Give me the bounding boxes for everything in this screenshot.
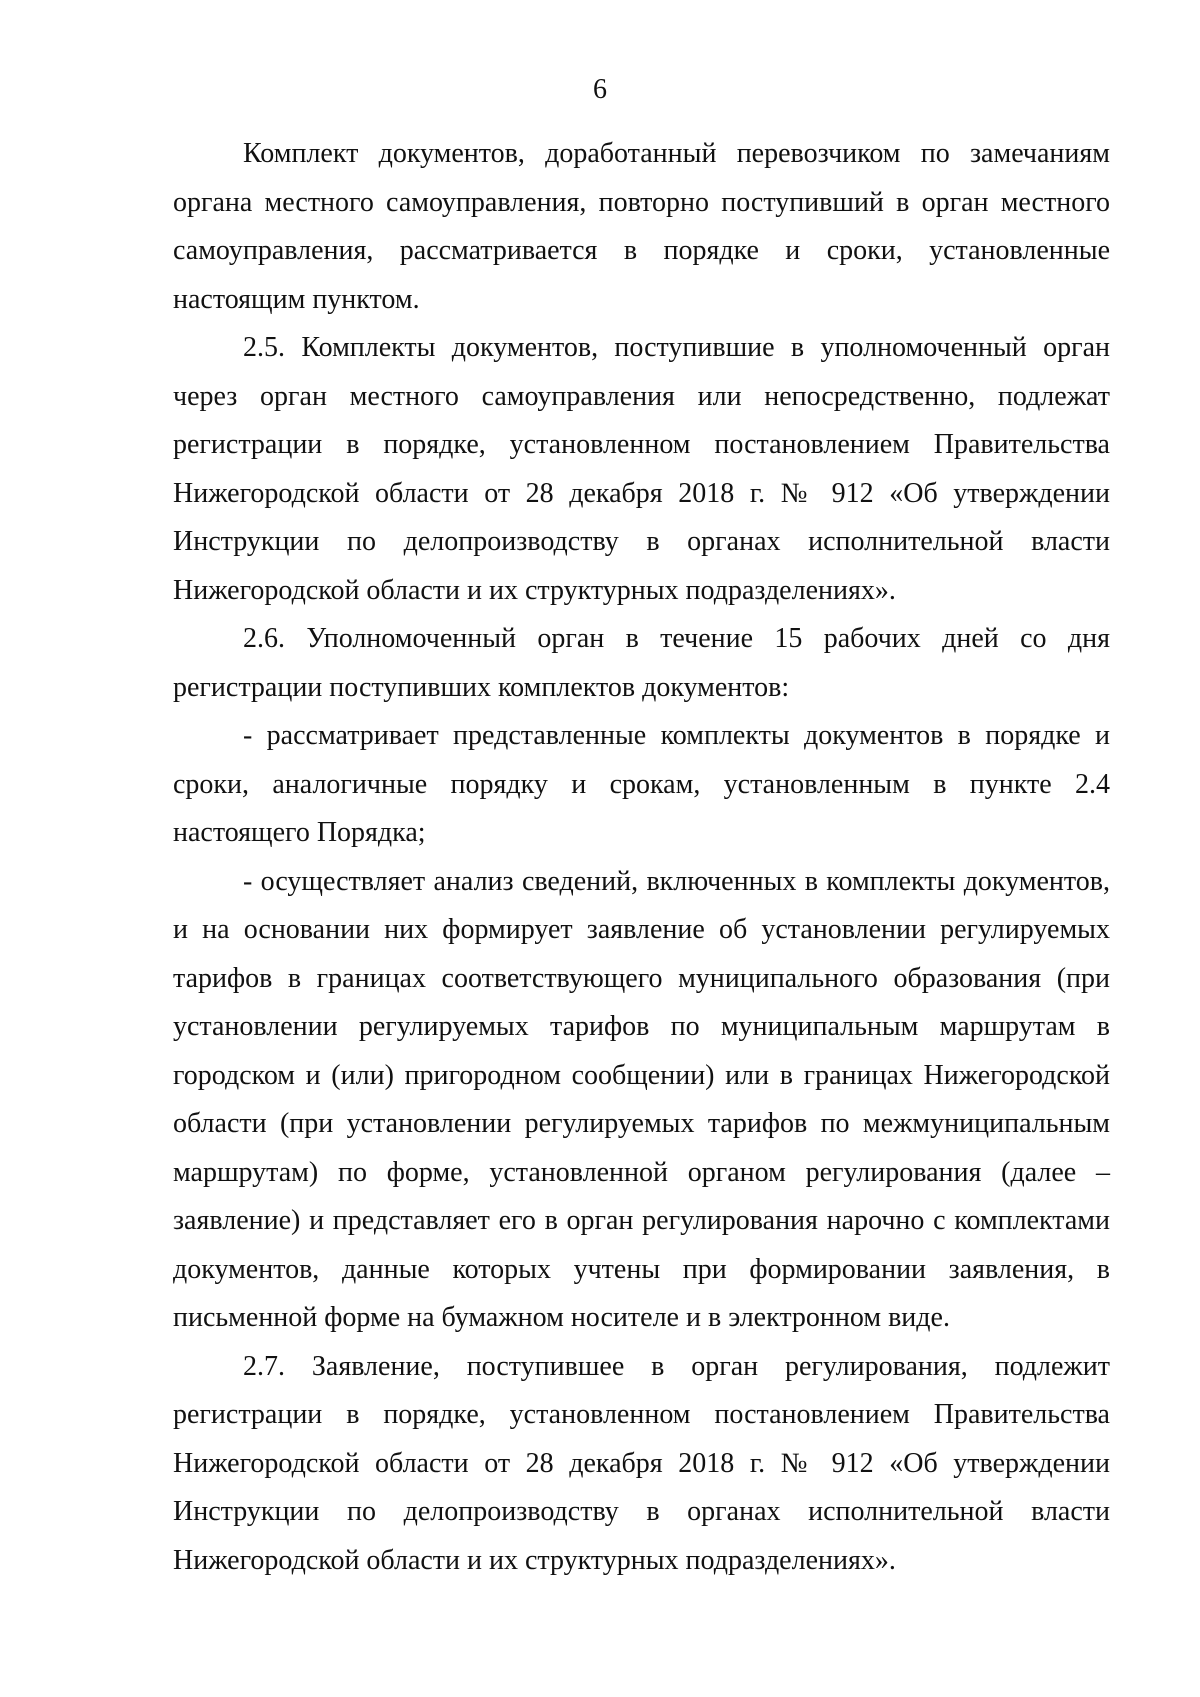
- page-number: 6: [593, 74, 607, 105]
- paragraph-2-7: 2.7. Заявление, поступившее в орган регулирования, подлежит регистрации в порядке, установленном постановлением Правительства Нижегородской области от 28 декабря 2018 г. № 912 «Об утверждении Инструкции по делопроизводству в органах исполнительной власти Нижегородской области и их структурных подразделениях».: [173, 1350, 1110, 1576]
- paragraph-2-6-item-analysis: - осуществляет анализ сведений, включенных в комплекты документов, и на основании них формирует заявление об установлении регулируемых тарифов в границах соответствующего муниципального образования (при установлении регулируемых тарифов по муниципальным маршрутам в городском и (или) пригородном сообщении) или в границах Нижегородской области (при установлении регулируемых тарифов по межмуниципальным маршрутам) по форме, установленной органом регулирования (далее – заявление) и представляет его в орган регулирования нарочно с комплектами документов, данные которых учтены при формировании заявления, в письменной форме на бумажном носителе и в электронном виде.: [173, 865, 1110, 1333]
- paragraph-resubmission: Комплект документов, доработанный перевозчиком по замечаниям органа местного самоуправления, повторно поступивший в орган местного самоуправления, рассматривается в порядке и сроки, установленные настоящим пунктом.: [173, 138, 1110, 315]
- paragraph-2-6: 2.6. Уполномоченный орган в течение 15 рабочих дней со дня регистрации поступивших комплектов документов:: [173, 623, 1110, 703]
- paragraph-2-6-item-review: - рассматривает представленные комплекты документов в порядке и сроки, аналогичные порядку и срокам, установленным в пункте 2.4 настоящего Порядка;: [173, 720, 1110, 848]
- paragraph-2-5: 2.5. Комплекты документов, поступившие в уполномоченный орган через орган местного самоуправления или непосредственно, подлежат регистрации в порядке, установленном постановлением Правительства Нижегородской области от 28 декабря 2018 г. № 912 «Об утверждении Инструкции по делопроизводству в органах исполнительной власти Нижегородской области и их структурных подразделениях».: [173, 332, 1110, 606]
- document-body: [173, 130, 1110, 1585]
